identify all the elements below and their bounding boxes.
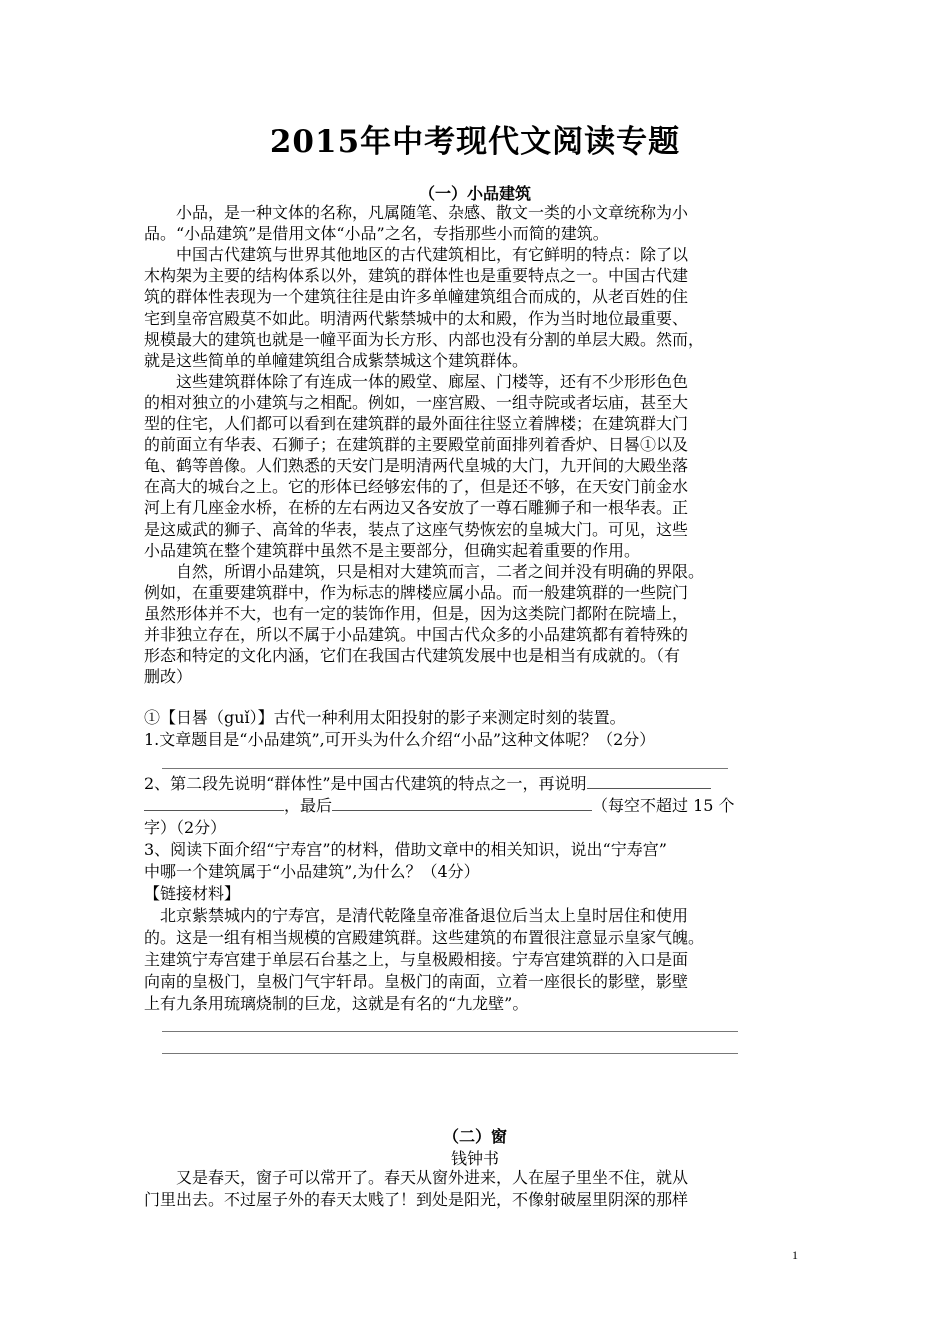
paragraph-line: 河上有几座金水桥，在桥的左右两边又各安放了一尊石雕狮子和一根华表。正 — [144, 498, 689, 518]
paragraph-line: 就是这些简单的单幢建筑组合成紫禁城这个建筑群体。 — [144, 350, 529, 370]
answer-line-q3-2 — [162, 1053, 738, 1054]
paragraph-line: 在高大的城台之上。它的形体已经够宏伟的了，但是还不够，在天安门前金水 — [144, 477, 689, 497]
material-heading: 【链接材料】 — [144, 884, 241, 903]
answer-blank — [332, 796, 592, 811]
paragraph-line: 虽然形体并不大，也有一定的装饰作用，但是，因为这类院门都附在院墙上， — [144, 603, 689, 623]
paragraph-line: 规模最大的建筑也就是一幢平面为长方形、内部也没有分割的单层大殿。然而， — [144, 329, 705, 349]
paragraph-line: 的相对独立的小建筑与之相配。例如，一座宫殿、一组寺院或者坛庙，甚至大 — [144, 392, 689, 412]
paragraph-line: 中国古代建筑与世界其他地区的古代建筑相比，有它鲜明的特点：除了以 — [144, 245, 689, 265]
paragraph-line: 又是春天，窗子可以常开了。春天从窗外进来，人在屋子里坐不住，就从 — [144, 1168, 689, 1187]
footnote: ①【日晷（guǐ）】古代一种利用太阳投射的影子来测定时刻的装置。 — [144, 708, 626, 727]
question-3-line-2: 中哪一个建筑属于“小品建筑”,为什么？（4分） — [144, 862, 480, 881]
paragraph-line: 并非独立存在，所以不属于小品建筑。中国古代众多的小品建筑都有着特殊的 — [144, 625, 689, 644]
paragraph-line: 删改） — [144, 667, 193, 687]
paragraph-line: 型的住宅，人们都可以看到在建筑群的最外面往往竖立着牌楼；在建筑群大门 — [144, 414, 689, 433]
question-2-line-3: 字）（2分） — [144, 818, 227, 837]
document-title: 2015年中考现代文阅读专题 — [269, 124, 681, 160]
material-line: 上有九条用琉璃烧制的巨龙，这就是有名的“九龙壁”。 — [144, 994, 529, 1013]
question-2-line-2 — [144, 796, 814, 816]
paragraph-line: 例如，在重要建筑群中，作为标志的牌楼应属小品。而一般建筑群的一些院门 — [144, 582, 689, 602]
material-line: 向南的皇极门，皇极门气宇轩昂。皇极门的南面，立着一座很长的影壁，影壁 — [144, 972, 689, 991]
paragraph-line: 自然，所谓小品建筑，只是相对大建筑而言，二者之间并没有明确的界限。 — [144, 561, 705, 581]
page-number: 1 — [792, 1248, 798, 1262]
question-2-line-1 — [144, 774, 814, 794]
paragraph-line: 门里出去。不过屋子外的春天太贱了！到处是阳光，不像射破屋里阴深的那样 — [144, 1190, 689, 1209]
answer-line-q1 — [162, 768, 728, 769]
material-line: 的。这是一组有相当规模的宫殿建筑群。这些建筑的布置很注意显示皇家气魄。 — [144, 928, 705, 947]
answer-blank — [587, 774, 711, 789]
paragraph-line: 木构架为主要的结构体系以外，建筑的群体性也是重要特点之一。中国古代建 — [144, 266, 689, 286]
question-2-text: ，最后 — [284, 796, 333, 815]
section-1-heading: （一）小品建筑 — [418, 184, 531, 203]
question-3-line-1: 3、阅读下面介绍“宁寿宫”的材料，借助文章中的相关知识，说出“宁寿宫” — [144, 840, 667, 859]
paragraph-line: 这些建筑群体除了有连成一体的殿堂、廊屋、门楼等，还有不少形形色色 — [144, 371, 689, 391]
paragraph-line: 的前面立有华表、石狮子；在建筑群的主要殿堂前面排列着香炉、日晷①以及 — [144, 435, 689, 455]
answer-line-q3-1 — [162, 1031, 738, 1032]
paragraph-line: 宅到皇帝宫殿莫不如此。明清两代紫禁城中的太和殿，作为当时地位最重要、 — [144, 308, 689, 328]
paragraph-line: 龟、鹤等兽像。人们熟悉的天安门是明清两代皇城的大门，九开间的大殿坐落 — [144, 456, 689, 476]
answer-blank — [144, 796, 284, 811]
paragraph-line: 筑的群体性表现为一个建筑往往是由许多单幢建筑组合而成的，从老百姓的住 — [144, 287, 689, 307]
section-2-author: 钱钟书 — [450, 1149, 499, 1168]
paragraph-line: 是这威武的狮子、高耸的华表，装点了这座气势恢宏的皇城大门。可见，这些 — [144, 519, 689, 539]
paragraph-line: 形态和特定的文化内涵，它们在我国古代建筑发展中也是相当有成就的。（有 — [144, 646, 681, 666]
material-line: 北京紫禁城内的宁寿宫，是清代乾隆皇帝准备退位后当太上皇时居住和使用 — [144, 906, 689, 925]
question-2-text: 2、第二段先说明“群体性”是中国古代建筑的特点之一，再说明 — [144, 774, 587, 793]
paragraph-line: 小品建筑在整个建筑群中虽然不是主要部分，但确实起着重要的作用。 — [144, 540, 641, 560]
paragraph-line: 小品，是一种文体的名称，凡属随笔、杂感、散文一类的小文章统称为小 — [144, 203, 689, 222]
question-2-text: （每空不超过 15 个 — [592, 796, 735, 815]
question-1: 1.文章题目是“小品建筑”,可开头为什么介绍“小品”这种文体呢？（2分） — [144, 730, 656, 749]
section-2-heading: （二）窗 — [442, 1127, 507, 1146]
paragraph-line: 品。“小品建筑”是借用文体“小品”之名，专指那些小而简的建筑。 — [144, 224, 609, 244]
material-line: 主建筑宁寿宫建于单层石台基之上，与皇极殿相接。宁寿宫建筑群的入口是面 — [144, 950, 689, 969]
